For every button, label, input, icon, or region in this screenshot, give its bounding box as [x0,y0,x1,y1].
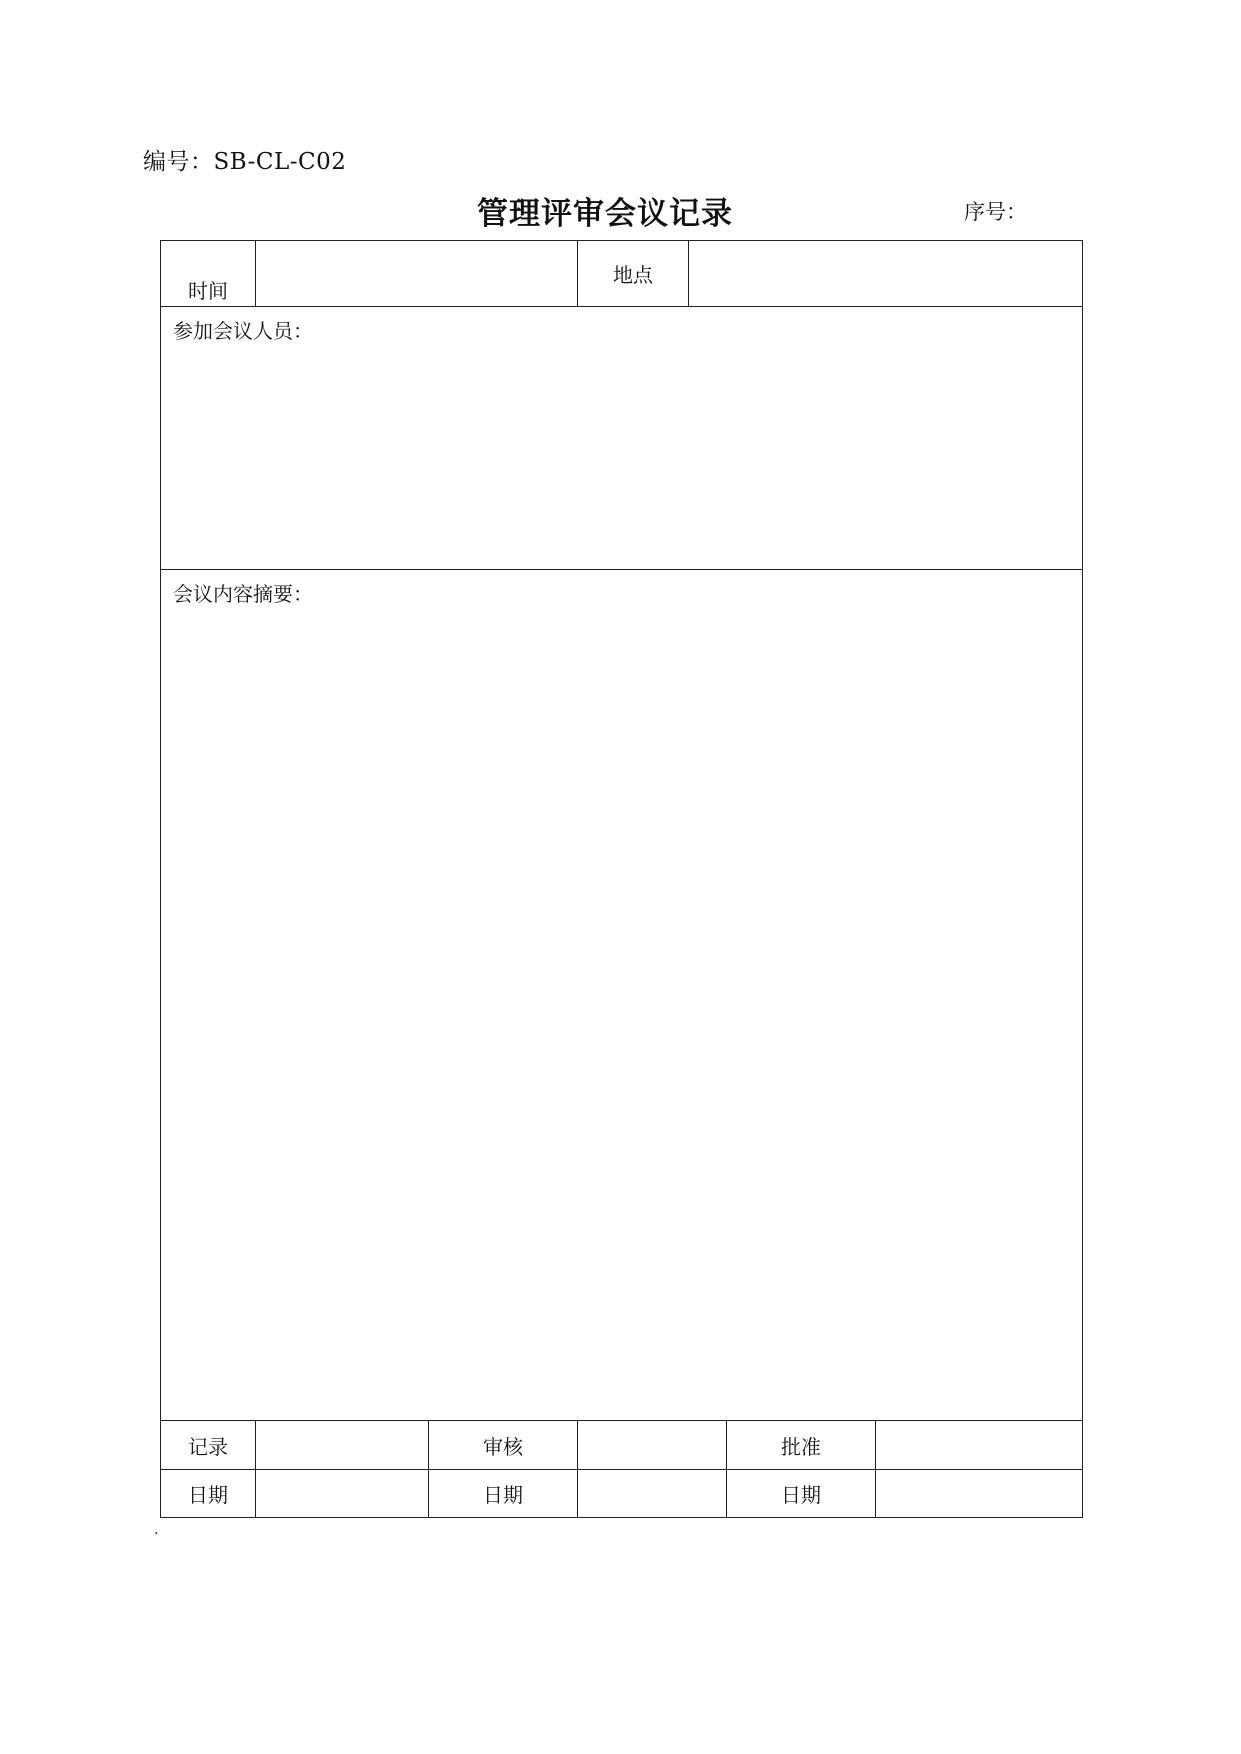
location-field[interactable] [689,241,1083,307]
time-field[interactable] [256,241,578,307]
serial-number-label: 序号： [964,200,1027,224]
page-title: 管理评审会议记录 [477,196,733,232]
approver-field[interactable] [876,1421,1083,1470]
time-label: 时间 [161,241,256,307]
footer-mark: . [154,1522,159,1538]
document-number: 编号：SB-CL-C02 [143,149,347,175]
recorder-label: 记录 [161,1421,256,1470]
attendees-row [161,307,1083,570]
recorder-date-field[interactable] [256,1470,429,1518]
approver-date-label: 日期 [727,1470,876,1518]
meeting-summary-label: 会议内容摘要： [173,582,313,606]
recorder-date-label: 日期 [161,1470,256,1518]
location-label: 地点 [578,241,689,307]
date-row [161,1470,1083,1518]
time-location-row [161,241,1083,307]
approver-label: 批准 [727,1421,876,1470]
recorder-field[interactable] [256,1421,429,1470]
meeting-summary-field[interactable] [161,570,1083,1421]
reviewer-label: 审核 [429,1421,578,1470]
summary-row [161,570,1083,1421]
approver-date-field[interactable] [876,1470,1083,1518]
reviewer-date-field[interactable] [578,1470,727,1518]
reviewer-date-label: 日期 [429,1470,578,1518]
meeting-record-form [160,240,1083,1518]
attendees-label: 参加会议人员： [173,319,313,343]
reviewer-field[interactable] [578,1421,727,1470]
signoff-row [161,1421,1083,1470]
attendees-field[interactable] [161,307,1083,570]
